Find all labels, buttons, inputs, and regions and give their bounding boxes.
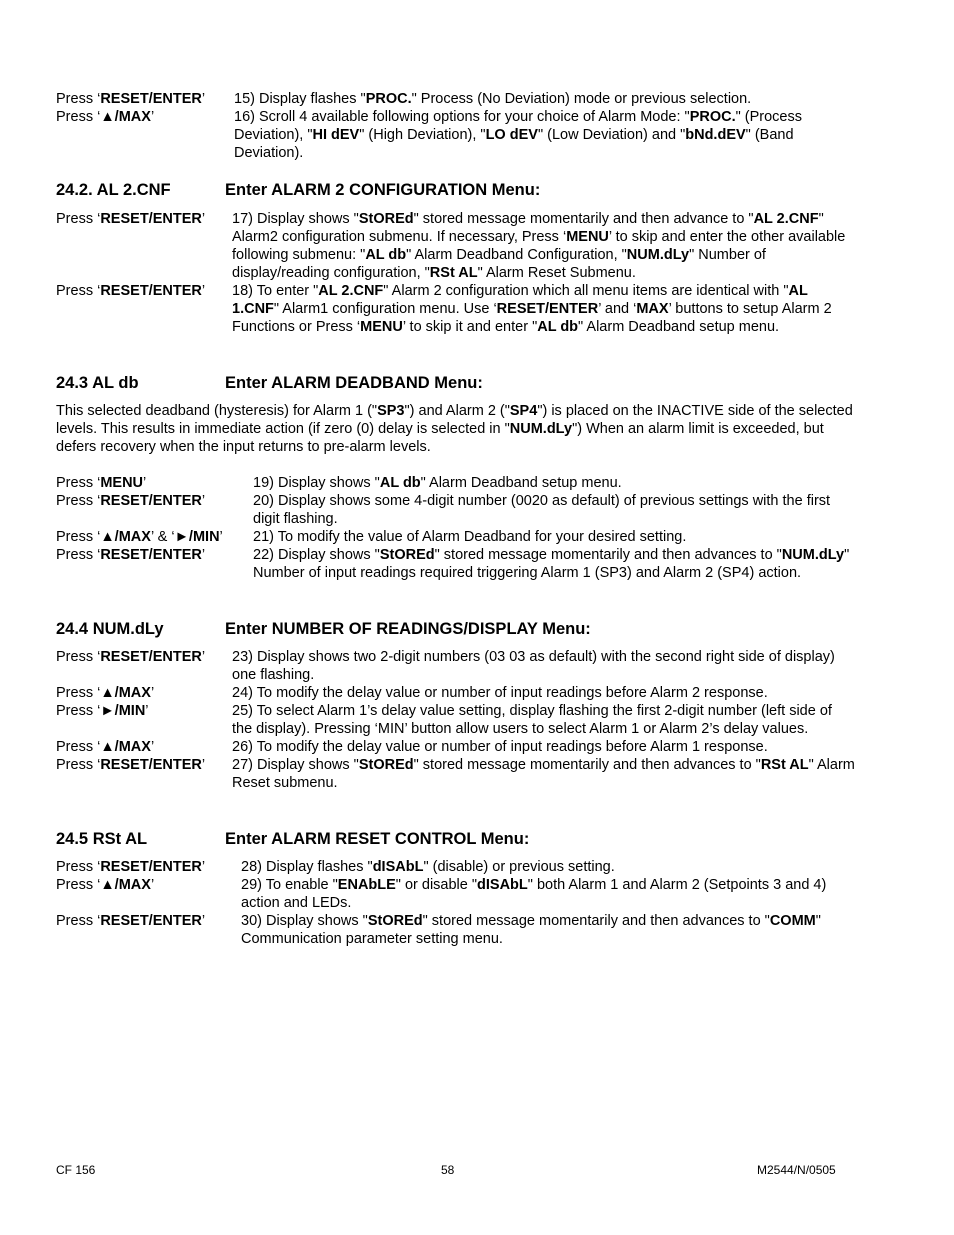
text: Press ‘ bbox=[56, 475, 101, 491]
section-number: 24.2. AL 2.CNF bbox=[56, 181, 171, 199]
text: " Communication parameter setting menu. bbox=[241, 913, 821, 947]
step-row bbox=[56, 282, 856, 336]
bold-text: AL db bbox=[537, 319, 579, 335]
bold-text: AL 2.CNF bbox=[753, 211, 819, 227]
bold-text: MENU bbox=[100, 475, 144, 491]
key-press bbox=[56, 546, 253, 582]
bold-text: NUM.dLy bbox=[509, 421, 573, 437]
bold-text: RESET/ENTER bbox=[100, 859, 202, 875]
bold-text: bNd.dEV bbox=[685, 127, 746, 143]
text: " Alarm 2 configuration which all menu items are identical with " bbox=[383, 283, 789, 299]
key-press bbox=[56, 702, 232, 738]
step-row bbox=[56, 738, 856, 756]
text: ’ bbox=[201, 649, 206, 665]
text: " or disable " bbox=[395, 877, 478, 893]
bold-text: RESET/ENTER bbox=[100, 211, 202, 227]
bold-text: ▲/MAX bbox=[100, 685, 151, 701]
text: ’ and ‘ bbox=[598, 301, 637, 317]
text: ") is placed on the INACTIVE side of the selected levels. This results in immediate action (if zero (0) delay is selected in " bbox=[56, 403, 853, 437]
key-press bbox=[56, 912, 241, 948]
bold-text: RESET/ENTER bbox=[100, 493, 202, 509]
text: ’ buttons to setup Alarm 2 Functions or Press ‘ bbox=[232, 301, 832, 335]
bold-text: COMM bbox=[769, 913, 816, 929]
bold-text: RESET/ENTER bbox=[100, 283, 202, 299]
text: ") and Alarm 2 (" bbox=[404, 403, 510, 419]
key-press bbox=[56, 108, 234, 162]
text: " Alarm2 configuration submenu. If necessary, Press ‘ bbox=[232, 211, 824, 245]
bold-text: NUM.dLy bbox=[626, 247, 690, 263]
step-row bbox=[56, 108, 856, 162]
bold-text: MAX bbox=[636, 301, 669, 317]
text: ’ bbox=[201, 211, 206, 227]
bold-text: ▲/MAX bbox=[100, 109, 151, 125]
step-row bbox=[56, 474, 856, 492]
steps-24-3 bbox=[56, 474, 856, 582]
text: ’ bbox=[201, 493, 206, 509]
text: ’ bbox=[201, 91, 206, 107]
bold-text: RESET/ENTER bbox=[100, 547, 202, 563]
text: ’ to skip it and enter " bbox=[402, 319, 538, 335]
step-description bbox=[253, 474, 856, 492]
key-press bbox=[56, 474, 253, 492]
step-row bbox=[56, 546, 856, 582]
section-title: Enter NUMBER OF READINGS/DISPLAY Menu: bbox=[225, 620, 591, 638]
section-title: Enter ALARM DEADBAND Menu: bbox=[225, 374, 483, 392]
section-heading-24-3 bbox=[56, 373, 483, 393]
text: " Alarm1 configuration menu. Use ‘ bbox=[273, 301, 497, 317]
section-number: 24.4 NUM.dLy bbox=[56, 620, 164, 638]
bold-text: ENAbLE bbox=[337, 877, 396, 893]
text: " stored message momentarily and then advances to " bbox=[422, 913, 770, 929]
bold-text: SP3 bbox=[377, 403, 405, 419]
steps-24-5 bbox=[56, 858, 856, 948]
section-heading-24-4 bbox=[56, 619, 591, 639]
text: This selected deadband (hysteresis) for Alarm 1 (" bbox=[56, 403, 378, 419]
bold-text: ►/MIN bbox=[100, 703, 146, 719]
step-row bbox=[56, 684, 856, 702]
steps-intro bbox=[56, 90, 856, 162]
text: 26) To modify the delay value or number of input readings before Alarm 1 response. bbox=[232, 739, 768, 755]
bold-text: RESET/ENTER bbox=[496, 301, 599, 317]
bold-text: RESET/ENTER bbox=[100, 913, 202, 929]
bold-text: ▲/MAX bbox=[100, 877, 151, 893]
bold-text: StOREd bbox=[358, 757, 414, 773]
section-number: 24.3 AL db bbox=[56, 374, 139, 392]
step-row bbox=[56, 876, 856, 912]
step-description bbox=[234, 90, 856, 108]
bold-text: dISAbL bbox=[372, 859, 424, 875]
step-description bbox=[232, 282, 856, 336]
section-number: 24.5 RSt AL bbox=[56, 830, 148, 848]
text: " Number of input readings required triggering Alarm 1 (SP3) and Alarm 2 (SP4) action. bbox=[253, 547, 850, 581]
bold-text: RSt AL bbox=[429, 265, 478, 281]
bold-text: MENU bbox=[360, 319, 403, 335]
key-press bbox=[56, 90, 234, 108]
text: 17) Display shows " bbox=[232, 211, 359, 227]
bold-text: AL db bbox=[365, 247, 407, 263]
bold-text: dISAbL bbox=[477, 877, 528, 893]
text: ’ bbox=[150, 685, 155, 701]
text: 21) To modify the value of Alarm Deadband for your desired setting. bbox=[253, 529, 687, 545]
text: ’ bbox=[201, 859, 206, 875]
step-description bbox=[232, 738, 856, 756]
text: " Alarm Reset submenu. bbox=[232, 757, 855, 791]
text: " Alarm Deadband setup menu. bbox=[420, 475, 622, 491]
step-description bbox=[232, 684, 856, 702]
text: 16) Scroll 4 available following options for your choice of Alarm Mode: " bbox=[234, 109, 690, 125]
step-description bbox=[253, 546, 856, 582]
text: 20) Display shows some 4-digit number (0020 as default) of previous settings with the first digit flashing. bbox=[253, 493, 831, 527]
text: Press ‘ bbox=[56, 91, 101, 107]
step-description bbox=[253, 492, 856, 528]
bold-text: AL db bbox=[379, 475, 421, 491]
bold-text: StOREd bbox=[367, 913, 423, 929]
section-title: Enter ALARM 2 CONFIGURATION Menu: bbox=[225, 181, 541, 199]
text: Press ‘ bbox=[56, 703, 101, 719]
text: 23) Display shows two 2-digit numbers (03 03 as default) with the second right side of display) one flashing. bbox=[232, 649, 835, 683]
bold-text: StOREd bbox=[358, 211, 414, 227]
bold-text: RESET/ENTER bbox=[100, 757, 202, 773]
text: " Alarm Reset Submenu. bbox=[477, 265, 636, 281]
text: ’ bbox=[143, 475, 147, 491]
text: Press ‘ bbox=[56, 913, 101, 929]
text: " (Band Deviation). bbox=[234, 127, 794, 161]
text: 24) To modify the delay value or number of input readings before Alarm 2 response. bbox=[232, 685, 768, 701]
step-row bbox=[56, 702, 856, 738]
step-description bbox=[232, 756, 856, 792]
section-heading-24-2 bbox=[56, 180, 540, 200]
bold-text: AL 1.CNF bbox=[232, 283, 808, 317]
key-press bbox=[56, 684, 232, 702]
bold-text: PROC. bbox=[689, 109, 736, 125]
text: " Alarm Deadband setup menu. bbox=[578, 319, 780, 335]
step-row bbox=[56, 858, 856, 876]
text: " (Process Deviation), " bbox=[234, 109, 802, 143]
key-press bbox=[56, 738, 232, 756]
text: ’ bbox=[201, 913, 206, 929]
text: ’ bbox=[150, 109, 155, 125]
text: 28) Display flashes " bbox=[241, 859, 373, 875]
page-number: 58 bbox=[441, 1163, 455, 1177]
bold-text: SP4 bbox=[509, 403, 538, 419]
bold-text: RESET/ENTER bbox=[100, 91, 202, 107]
text: " (Low Deviation) and " bbox=[537, 127, 686, 143]
text: 25) To select Alarm 1’s delay value setting, display flashing the first 2-digit number (left side of the display). Pressing ‘MIN’ button allow users to select Alarm 1 or Alarm 2’s delay values. bbox=[232, 703, 832, 737]
text: Press ‘ bbox=[56, 649, 101, 665]
step-row bbox=[56, 492, 856, 528]
text: Press ‘ bbox=[56, 529, 101, 545]
text: Press ‘ bbox=[56, 283, 101, 299]
text: 15) Display flashes " bbox=[234, 91, 366, 107]
text: " (disable) or previous setting. bbox=[423, 859, 615, 875]
text: 18) To enter " bbox=[232, 283, 319, 299]
bold-text: LO dEV bbox=[485, 127, 538, 143]
step-description bbox=[232, 648, 856, 684]
text: ") When an alarm limit is exceeded, but defers recovery when the input returns to pre-alarm levels. bbox=[56, 421, 824, 455]
text: 22) Display shows " bbox=[253, 547, 380, 563]
step-row bbox=[56, 210, 856, 282]
text: " stored message momentarily and then advances to " bbox=[434, 547, 782, 563]
text: " Alarm Deadband Configuration, " bbox=[406, 247, 627, 263]
text: ’ bbox=[219, 529, 223, 545]
text: " stored message momentarily and then advances to " bbox=[413, 757, 761, 773]
text: 29) To enable " bbox=[241, 877, 338, 893]
bold-text: HI dEV bbox=[312, 127, 360, 143]
text: 27) Display shows " bbox=[232, 757, 359, 773]
text: " Number of display/reading configuration, " bbox=[232, 247, 766, 281]
key-press bbox=[56, 858, 241, 876]
deadband-description bbox=[56, 402, 856, 456]
step-row bbox=[56, 90, 856, 108]
text: " (High Deviation), " bbox=[359, 127, 486, 143]
text: ’ bbox=[150, 877, 155, 893]
key-press bbox=[56, 282, 232, 336]
text: ’ bbox=[201, 283, 206, 299]
step-description bbox=[241, 858, 856, 876]
step-description bbox=[253, 528, 856, 546]
step-row bbox=[56, 756, 856, 792]
key-press bbox=[56, 876, 241, 912]
step-row bbox=[56, 528, 856, 546]
step-row bbox=[56, 648, 856, 684]
text: Press ‘ bbox=[56, 739, 101, 755]
text: ’ bbox=[145, 703, 149, 719]
text: Press ‘ bbox=[56, 547, 101, 563]
text: Press ‘ bbox=[56, 109, 101, 125]
key-press bbox=[56, 492, 253, 528]
footer-left: CF 156 bbox=[56, 1163, 96, 1177]
text: ’ to skip and enter the other available following submenu: " bbox=[232, 229, 846, 263]
steps-24-4 bbox=[56, 648, 856, 792]
step-description bbox=[234, 108, 856, 162]
text: 19) Display shows " bbox=[253, 475, 380, 491]
step-description bbox=[241, 876, 856, 912]
steps-24-2 bbox=[56, 210, 856, 336]
bold-text: RSt AL bbox=[760, 757, 809, 773]
bold-text: ►/MIN bbox=[174, 529, 220, 545]
text: " both Alarm 1 and Alarm 2 (Setpoints 3 and 4) action and LEDs. bbox=[241, 877, 827, 911]
step-description bbox=[232, 702, 856, 738]
text: ’ & ‘ bbox=[150, 529, 175, 545]
key-press bbox=[56, 648, 232, 684]
text: " Process (No Deviation) mode or previous selection. bbox=[411, 91, 752, 107]
step-description bbox=[241, 912, 856, 948]
text: Press ‘ bbox=[56, 757, 101, 773]
bold-text: StOREd bbox=[379, 547, 435, 563]
text: " stored message momentarily and then advance to " bbox=[413, 211, 754, 227]
section-title: Enter ALARM RESET CONTROL Menu: bbox=[225, 830, 530, 848]
text: ’ bbox=[201, 757, 206, 773]
bold-text: NUM.dLy bbox=[781, 547, 845, 563]
text: 30) Display shows " bbox=[241, 913, 368, 929]
text: ’ bbox=[201, 547, 206, 563]
step-row bbox=[56, 912, 856, 948]
bold-text: PROC. bbox=[365, 91, 412, 107]
bold-text: ▲/MAX bbox=[100, 529, 151, 545]
text: Press ‘ bbox=[56, 493, 101, 509]
bold-text: ▲/MAX bbox=[100, 739, 151, 755]
text: Press ‘ bbox=[56, 877, 101, 893]
bold-text: MENU bbox=[566, 229, 609, 245]
bold-text: AL 2.CNF bbox=[318, 283, 384, 299]
footer-right: M2544/N/0505 bbox=[757, 1163, 836, 1177]
key-press bbox=[56, 210, 232, 282]
text: Press ‘ bbox=[56, 211, 101, 227]
bold-text: RESET/ENTER bbox=[100, 649, 202, 665]
text: ’ bbox=[150, 739, 155, 755]
section-heading-24-5 bbox=[56, 829, 529, 849]
step-description bbox=[232, 210, 856, 282]
text: Press ‘ bbox=[56, 859, 101, 875]
text: Press ‘ bbox=[56, 685, 101, 701]
key-press bbox=[56, 756, 232, 792]
key-press bbox=[56, 528, 253, 546]
